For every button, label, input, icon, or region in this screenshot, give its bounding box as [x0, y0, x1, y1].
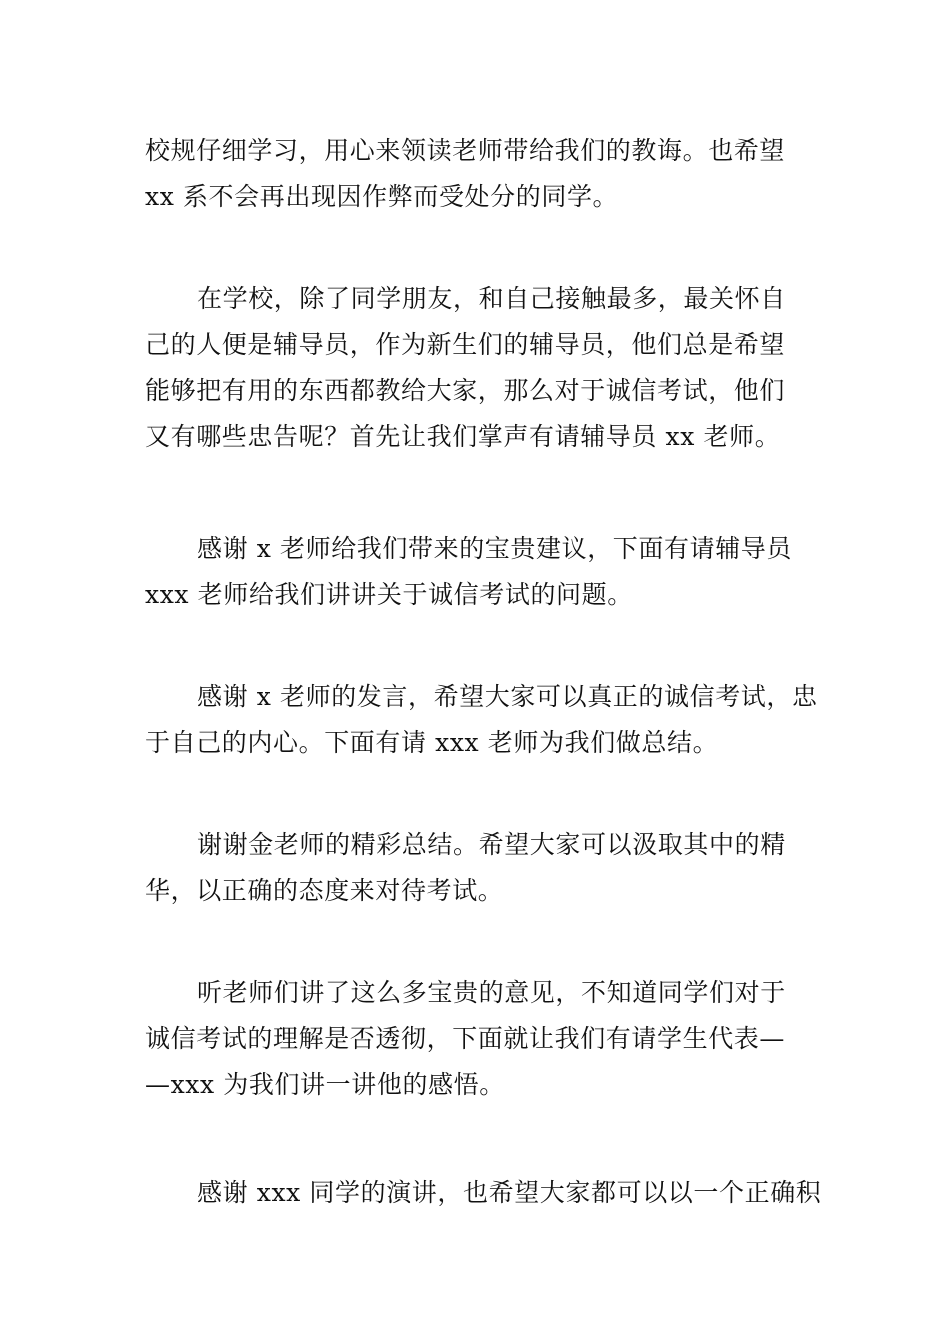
paragraph-6	[145, 970, 810, 1108]
paragraph-line: 在学校，除了同学朋友，和自己接触最多，最关怀自	[197, 284, 786, 313]
paragraph-line: xxx 老师给我们讲讲关于诚信考试的问题。	[145, 580, 633, 609]
paragraph-line: xx 系不会再出现因作弊而受处分的同学。	[145, 182, 619, 211]
paragraph-1	[145, 128, 810, 220]
paragraph-7	[145, 1170, 822, 1216]
paragraph-3	[145, 526, 810, 618]
paragraph-line: 华，以正确的态度来对待考试。	[145, 876, 504, 905]
paragraph-line: 感谢 x 老师的发言，希望大家可以真正的诚信考试，忠	[197, 682, 818, 711]
paragraph-line: 能够把有用的东西都教给大家，那么对于诚信考试，他们	[145, 376, 786, 405]
paragraph-line: 感谢 x 老师给我们带来的宝贵建议，下面有请辅导员	[197, 534, 792, 563]
paragraph-line: —xxx 为我们讲一讲他的感悟。	[145, 1070, 505, 1099]
paragraph-line: 诚信考试的理解是否透彻，下面就让我们有请学生代表—	[145, 1024, 786, 1053]
paragraph-5	[145, 822, 810, 914]
paragraph-line: 感谢 xxx 同学的演讲，也希望大家都可以以一个正确积	[197, 1178, 822, 1207]
paragraph-line: 谢谢金老师的精彩总结。希望大家可以汲取其中的精	[197, 830, 786, 859]
paragraph-line: 己的人便是辅导员，作为新生们的辅导员，他们总是希望	[145, 330, 786, 359]
paragraph-line: 于自己的内心。下面有请 xxx 老师为我们做总结。	[145, 728, 719, 757]
paragraph-line: 听老师们讲了这么多宝贵的意见，不知道同学们对于	[197, 978, 786, 1007]
paragraph-2	[145, 276, 810, 460]
paragraph-4	[145, 674, 818, 766]
paragraph-line: 校规仔细学习，用心来领读老师带给我们的教诲。也希望	[145, 136, 786, 165]
paragraph-line: 又有哪些忠告呢？首先让我们掌声有请辅导员 xx 老师。	[145, 422, 781, 451]
